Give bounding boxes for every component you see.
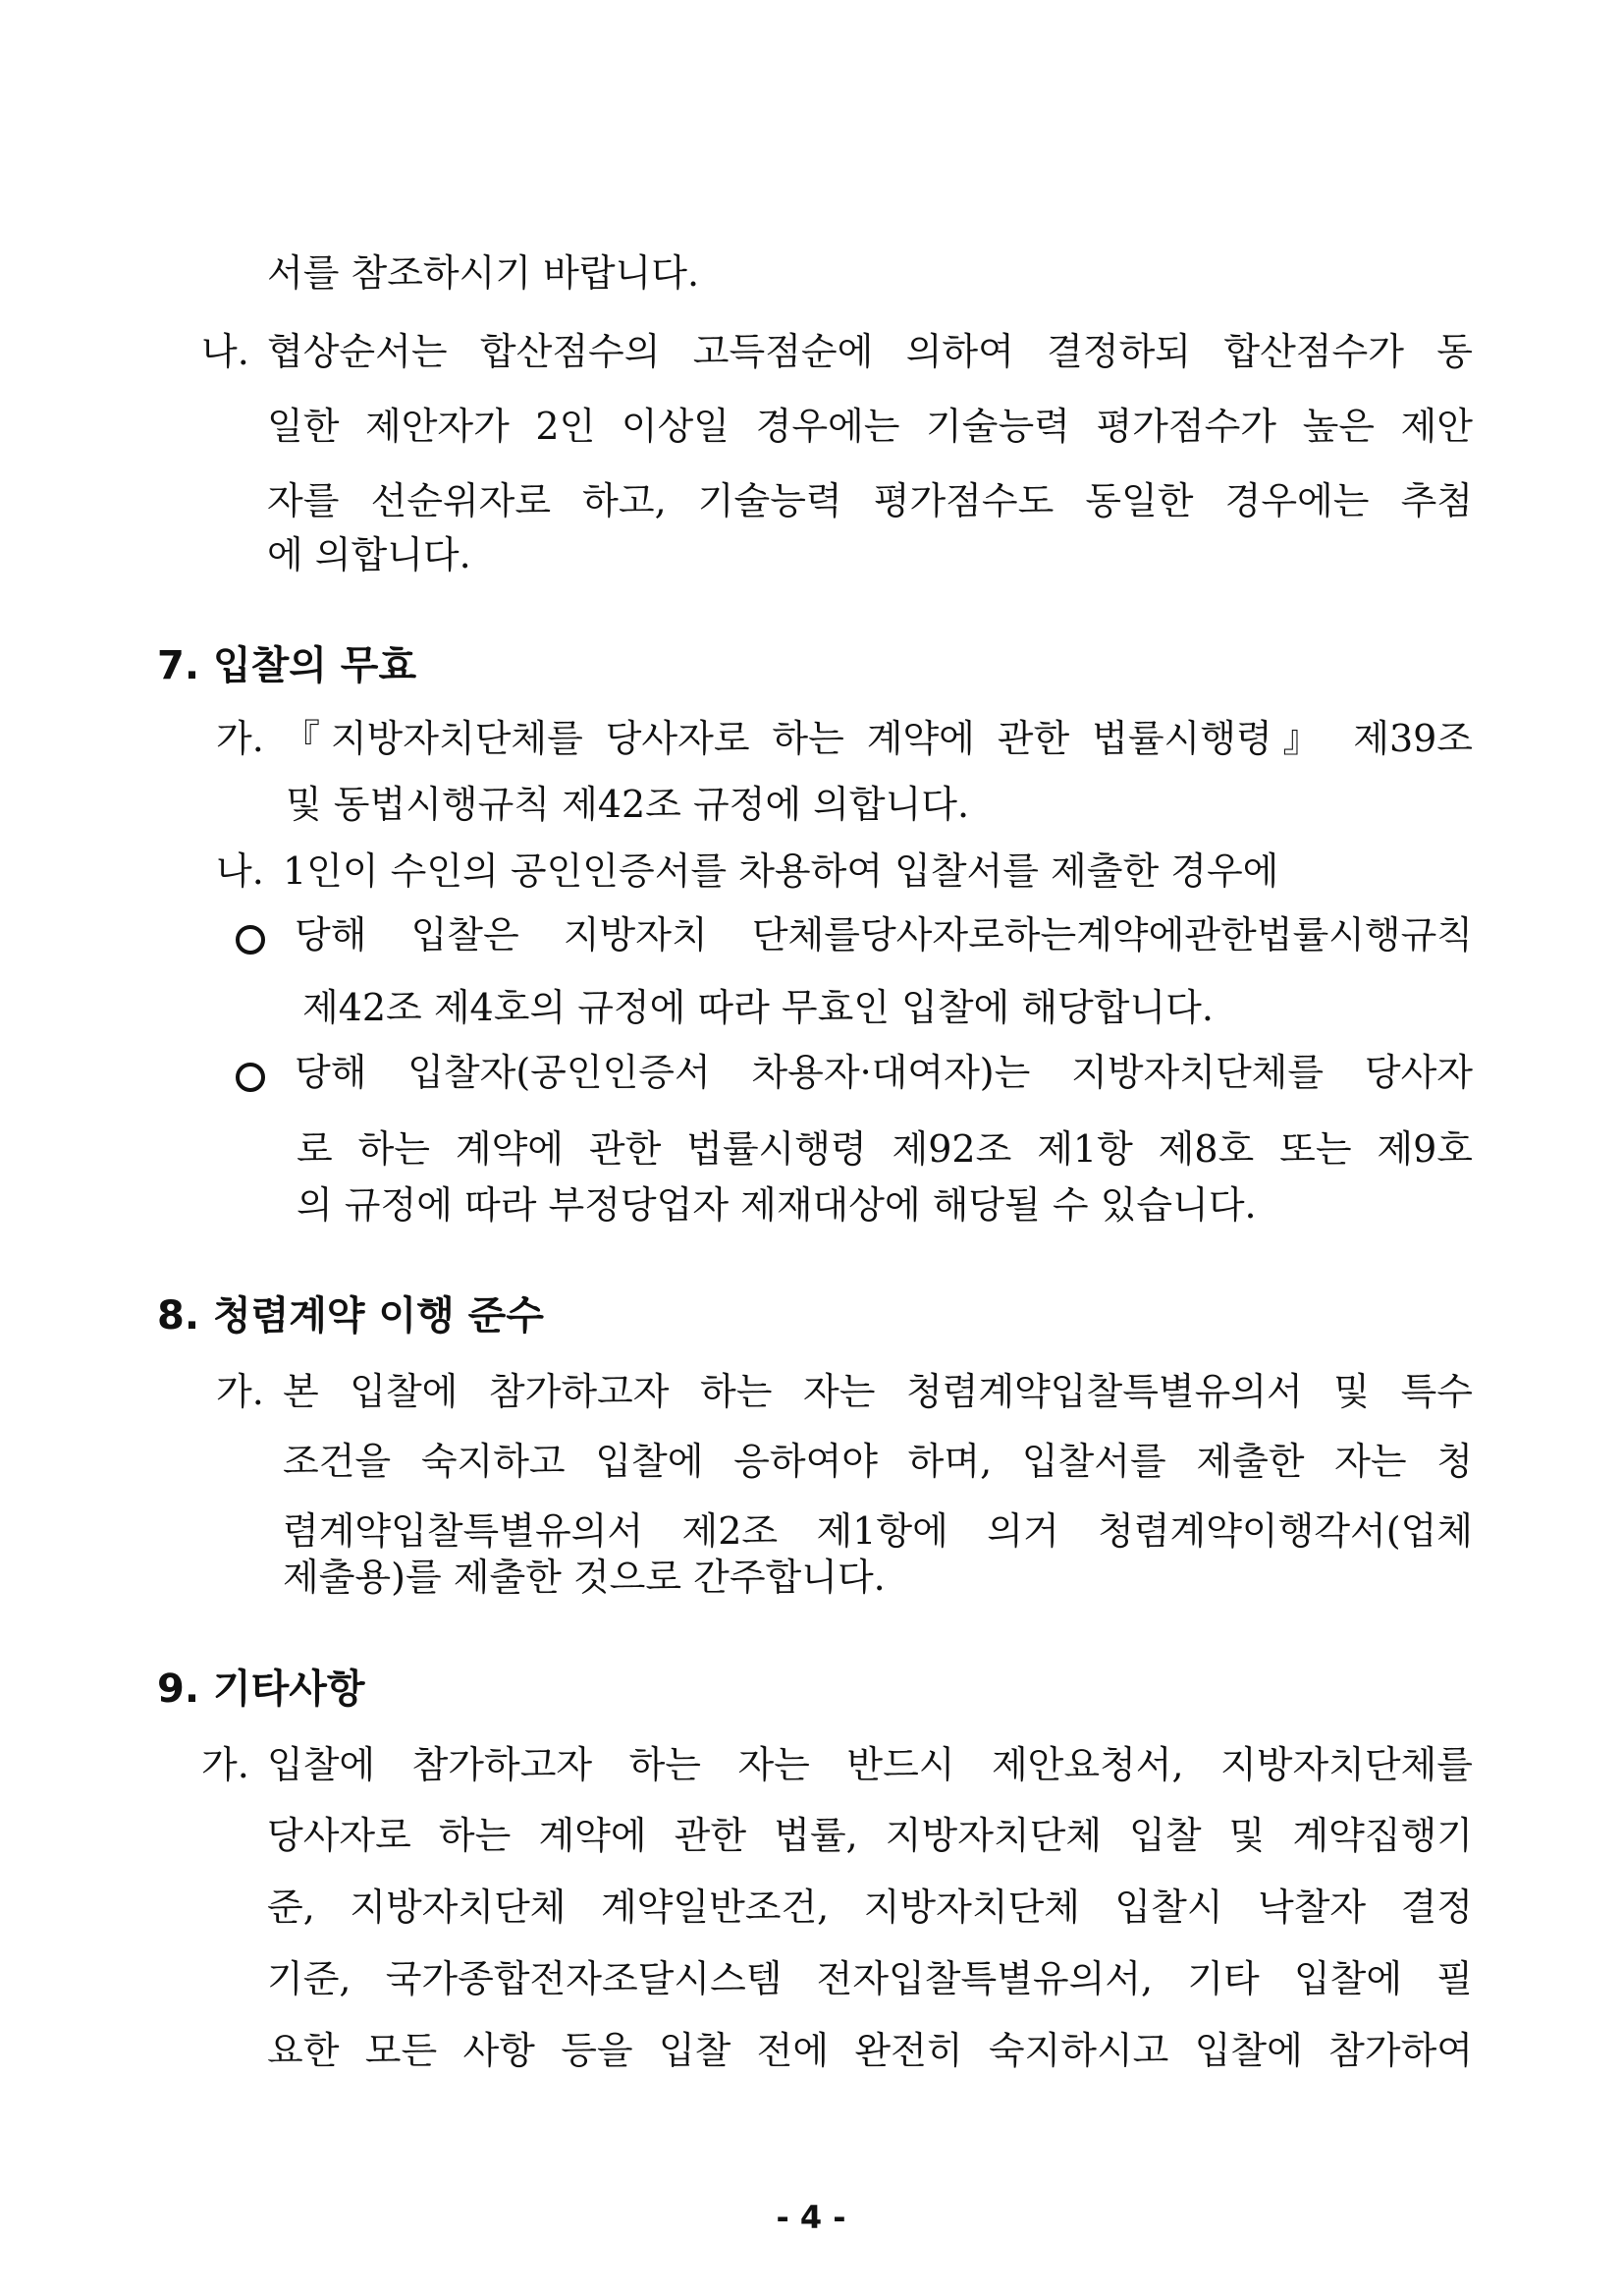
paragraph-line: 1인이 수인의 공인인증서를 차용하여 입찰서를 제출한 경우에 xyxy=(283,849,1279,893)
paragraph-line: 기준, 국가종합전자조달시스템 전자입찰특별유의서, 기타 입찰에 필 xyxy=(267,1957,1473,2000)
paragraph-line: 입찰에 참가하고자 하는 자는 반드시 제안요청서, 지방자치단체를 xyxy=(267,1743,1473,1786)
paragraph-line: 『지방자치단체를 당사자로 하는 계약에 관한 법률시행령』 제39조 xyxy=(283,717,1473,760)
paragraph-continuation: 서를 참조하시기 바랍니다. xyxy=(267,251,700,295)
paragraph-line: 협상순서는 합산점수의 고득점순에 의하여 결정하되 합산점수가 동 xyxy=(267,330,1473,373)
paragraph-line: 당해 입찰은 지방자치 단체를당사자로하는계약에관한법률시행규칙 xyxy=(295,913,1473,957)
section-heading: 7. 입찰의 무효 xyxy=(157,643,417,688)
section-heading: 9. 기타사항 xyxy=(157,1667,365,1712)
paragraph-line: 일한 제안자가 2인 이상일 경우에는 기술능력 평가점수가 높은 제안 xyxy=(267,405,1473,448)
item-marker: 가. xyxy=(201,1743,249,1786)
paragraph-line: 당사자로 하는 계약에 관한 법률, 지방자치단체 입찰 및 계약집행기 xyxy=(267,1814,1473,1857)
paragraph-line: 제출용)를 제출한 것으로 간주합니다. xyxy=(283,1556,886,1599)
item-marker: 나. xyxy=(216,849,264,893)
paragraph-line: 당해 입찰자(공인인증서 차용자·대여자)는 지방자치단체를 당사자 xyxy=(295,1051,1473,1094)
paragraph-line: 렴계약입찰특별유의서 제2조 제1항에 의거 청렴계약이행각서(업체 xyxy=(283,1509,1473,1553)
paragraph-line: 제42조 제4호의 규정에 따라 무효인 입찰에 해당합니다. xyxy=(302,986,1214,1029)
paragraph-line: 요한 모든 사항 등을 입찰 전에 완전히 숙지하시고 입찰에 참가하여 xyxy=(267,2029,1473,2072)
circle-bullet-icon xyxy=(236,1063,265,1092)
paragraph-line: 준, 지방자치단체 계약일반조건, 지방자치단체 입찰시 낙찰자 결정 xyxy=(267,1886,1473,1929)
paragraph-line: 의 규정에 따라 부정당업자 제재대상에 해당될 수 있습니다. xyxy=(297,1183,1257,1227)
paragraph-line: 및 동법시행규칙 제42조 규정에 의합니다. xyxy=(286,783,970,826)
item-marker: 가. xyxy=(216,1370,264,1413)
paragraph-line: 로 하는 계약에 관한 법률시행령 제92조 제1항 제8호 또는 제9호 xyxy=(297,1127,1473,1171)
item-marker: 나. xyxy=(201,330,249,373)
circle-bullet-icon xyxy=(236,925,265,955)
page-number: - 4 - xyxy=(776,2199,846,2236)
section-heading: 8. 청렴계약 이행 준수 xyxy=(157,1293,544,1339)
paragraph-line: 자를 선순위자로 하고, 기술능력 평가점수도 동일한 경우에는 추첨 xyxy=(267,479,1473,522)
paragraph-line: 조건을 숙지하고 입찰에 응하여야 하며, 입찰서를 제출한 자는 청 xyxy=(283,1440,1473,1483)
item-marker: 가. xyxy=(216,717,264,760)
paragraph-line: 에 의합니다. xyxy=(267,533,471,576)
paragraph-line: 본 입찰에 참가하고자 하는 자는 청렴계약입찰특별유의서 및 특수 xyxy=(283,1370,1473,1413)
